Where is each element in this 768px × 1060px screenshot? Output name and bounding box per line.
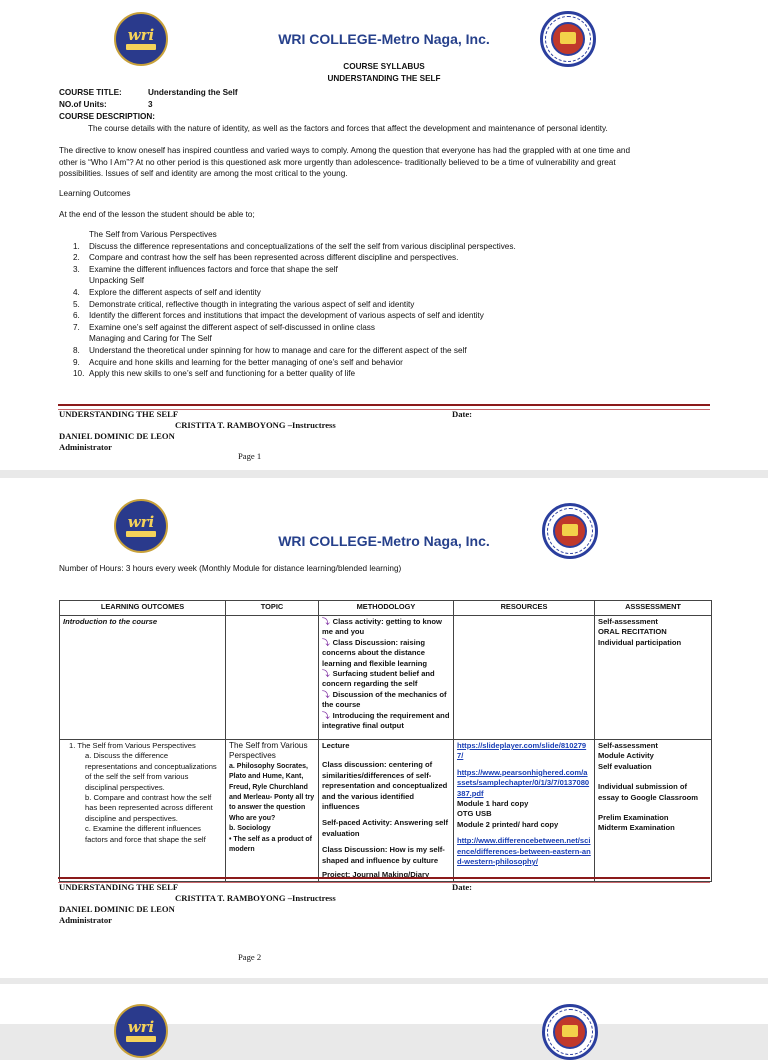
footer-date-label: Date:: [452, 882, 473, 892]
deped-seal-logo: [542, 503, 598, 559]
wri-college-logo: wri: [114, 12, 168, 66]
description-paragraph-1: The course details with the nature of identity, as well as the factors and forces that affect the development and maintenance of personal identity.: [88, 124, 608, 133]
col-learning-outcomes: LEARNING OUTCOMES: [60, 601, 226, 616]
intro-assessment: Self-assessment ORAL RECITATION Individual participation: [595, 616, 712, 740]
table-row: [60, 740, 712, 882]
table-row: [60, 616, 712, 740]
units-value: 3: [148, 100, 153, 109]
outcome-item: 8. Understand the theoretical under spinning for how to manage and care for the different aspect of the self: [73, 345, 467, 355]
outcomes-heading: Learning Outcomes: [59, 189, 131, 198]
outcome-item: 2. Compare and contrast how the self has been represented across different discipline and perspectives.: [73, 253, 459, 263]
learning-outcomes-list: [73, 229, 713, 380]
footer-admin-role: Administrator: [59, 915, 112, 925]
arrow-bullet-icon: ⤵: [322, 637, 330, 647]
description-label: COURSE DESCRIPTION:: [59, 112, 155, 121]
perspectives-outcomes: 1. The Self from Various Perspectives a. Discuss the difference representations and conceptualizations of the self the self from various disciplinal perspectives. b. Compare and contrast how the self has been represented across different discipline and perspectives. c. Examine the different influences factors and force that shape the self: [60, 740, 226, 882]
outcome-item: 4. Explore the different aspects of self and identity: [73, 287, 261, 297]
section-self-perspectives: The Self from Various Perspectives: [89, 230, 217, 239]
page-number: Page 2: [238, 952, 262, 962]
arrow-bullet-icon: ⤵: [322, 689, 330, 699]
wri-college-logo: wri: [114, 1004, 168, 1058]
table-header-row: [60, 601, 712, 616]
outcome-item: 6. Identify the different forces and institutions that impact the development of various aspects of self and identity: [73, 311, 484, 321]
description-paragraph-2: The directive to know oneself has inspired countless and varied ways to comply. Among the question that everyone has had the grappled with at one time and other is “Who I Am”? At no other period is this questioned ask more urgently than adolescence- traditionally believed to be a time of vulnerability and great possibilities. Issues of self and identity are among the most critical to the young.: [59, 146, 631, 179]
arrow-bullet-icon: ⤵: [322, 710, 330, 720]
course-title-label: COURSE TITLE:: [59, 88, 122, 97]
page-number: Page 1: [238, 451, 262, 461]
outcome-item: 1. Discuss the difference representations and conceptualizations of the self the self from various disciplinal perspectives.: [73, 241, 516, 251]
perspectives-methodology: Lecture Class discussion: centering of similarities/differences of self-representation and conceptualized and the various identified influences Self-paced Activity: Answering self evaluation Class Discussion: How is my self-shaped and influence by culture Project: Journal Making/Diary: [319, 740, 454, 882]
outcome-item: 9. Acquire and hone skills and learning for the better managing of one’s self and behavior: [73, 357, 403, 367]
syllabus-table: [59, 600, 712, 882]
course-title-value: Understanding the Self: [148, 88, 238, 97]
perspectives-topic: The Self from Various Perspectives a. Philosophy Socrates, Plato and Hume, Kant, Freud, Ryle Churchland and Merleau- Ponty all try to answer the question Who are you? b. Sociology • The self as a product of modern: [226, 740, 319, 882]
resource-link[interactable]: https://slideplayer.com/slide/8102797/: [457, 741, 587, 761]
resource-link[interactable]: http://www.differencebetween.net/science/differences-between-eastern-and-western-philosophy/: [457, 836, 591, 867]
footer-admin-role: Administrator: [59, 442, 112, 452]
syllabus-page-1: [0, 0, 768, 470]
col-methodology: METHODOLOGY: [319, 601, 454, 616]
arrow-bullet-icon: ⤵: [322, 669, 330, 679]
outcome-item: 7. Examine one’s self against the different aspect of self-discussed in online class: [73, 322, 375, 332]
syllabus-page-3: [0, 984, 768, 1036]
footer-admin-name: DANIEL DOMINIC DE LEON: [59, 431, 175, 441]
course-heading: UNDERSTANDING THE SELF: [327, 74, 441, 83]
footer-course: UNDERSTANDING THE SELF: [59, 409, 179, 419]
footer-instructor: CRISTITA T. RAMBOYONG –Instructress: [175, 893, 336, 903]
college-name: WRI COLLEGE-Metro Naga, Inc.: [278, 31, 490, 47]
outcomes-intro: At the end of the lesson the student should be able to;: [59, 210, 255, 219]
intro-methodology: ⤵ Class activity: getting to know me and you ⤵ Class Discussion: raising concerns about the distance learning and flexible learning ⤵ Surfacing student belief and concern regarding the self ⤵ Discussion of the mechanics of the course ⤵ Introducing the requirement and integrative final output: [319, 616, 454, 740]
col-topic: TOPIC: [226, 601, 319, 616]
section-unpacking-self: Unpacking Self: [89, 276, 145, 286]
footer-course: UNDERSTANDING THE SELF: [59, 882, 179, 892]
footer-date-label: Date:: [452, 409, 473, 419]
hours-note: Number of Hours: 3 hours every week (Monthly Module for distance learning/blended learning): [59, 564, 402, 573]
footer-instructor: CRISTITA T. RAMBOYONG –Instructress: [175, 420, 336, 430]
outcome-item: 5. Demonstrate critical, reflective thougth in integrating the various aspect of self and identity: [73, 299, 415, 309]
wri-college-logo: wri: [114, 499, 168, 553]
section-managing-self: Managing and Caring for The Self: [89, 334, 212, 344]
col-assessment: ASSSESSMENT: [595, 601, 712, 616]
outcome-item: 10. Apply this new skills to one’s self and functioning for a better quality of life: [73, 369, 356, 379]
college-name: WRI COLLEGE-Metro Naga, Inc.: [278, 533, 490, 549]
units-label: NO.of Units:: [59, 100, 107, 109]
col-resources: RESOURCES: [454, 601, 595, 616]
resource-link[interactable]: https://www.pearsonhighered.com/assets/samplechapter/0/1/3/7/0137080387.pdf: [457, 767, 590, 798]
footer-admin-name: DANIEL DOMINIC DE LEON: [59, 904, 175, 914]
perspectives-resources: https://slideplayer.com/slide/8102797/ https://www.pearsonhighered.com/assets/samplechapter/0/1/3/7/0137080387.pdf Module 1 hard copy OTG USB Module 2 printed/ hard copy http://www.differencebetween.net/science/differences-between-eastern-and-western-philosophy/: [454, 740, 595, 882]
deped-seal-logo: [542, 1004, 598, 1060]
syllabus-page-2: [0, 478, 768, 978]
intro-outcome: Introduction to the course: [63, 617, 158, 626]
doc-title: COURSE SYLLABUS: [343, 62, 425, 71]
perspectives-assessment: Self-assessment Module Activity Self evaluation Individual submission of essay to Google Classroom Prelim Examination Midterm Examination: [595, 740, 712, 882]
outcome-item: 3. Examine the different influences factors and force that shape the self: [73, 264, 338, 274]
arrow-bullet-icon: ⤵: [322, 617, 330, 626]
